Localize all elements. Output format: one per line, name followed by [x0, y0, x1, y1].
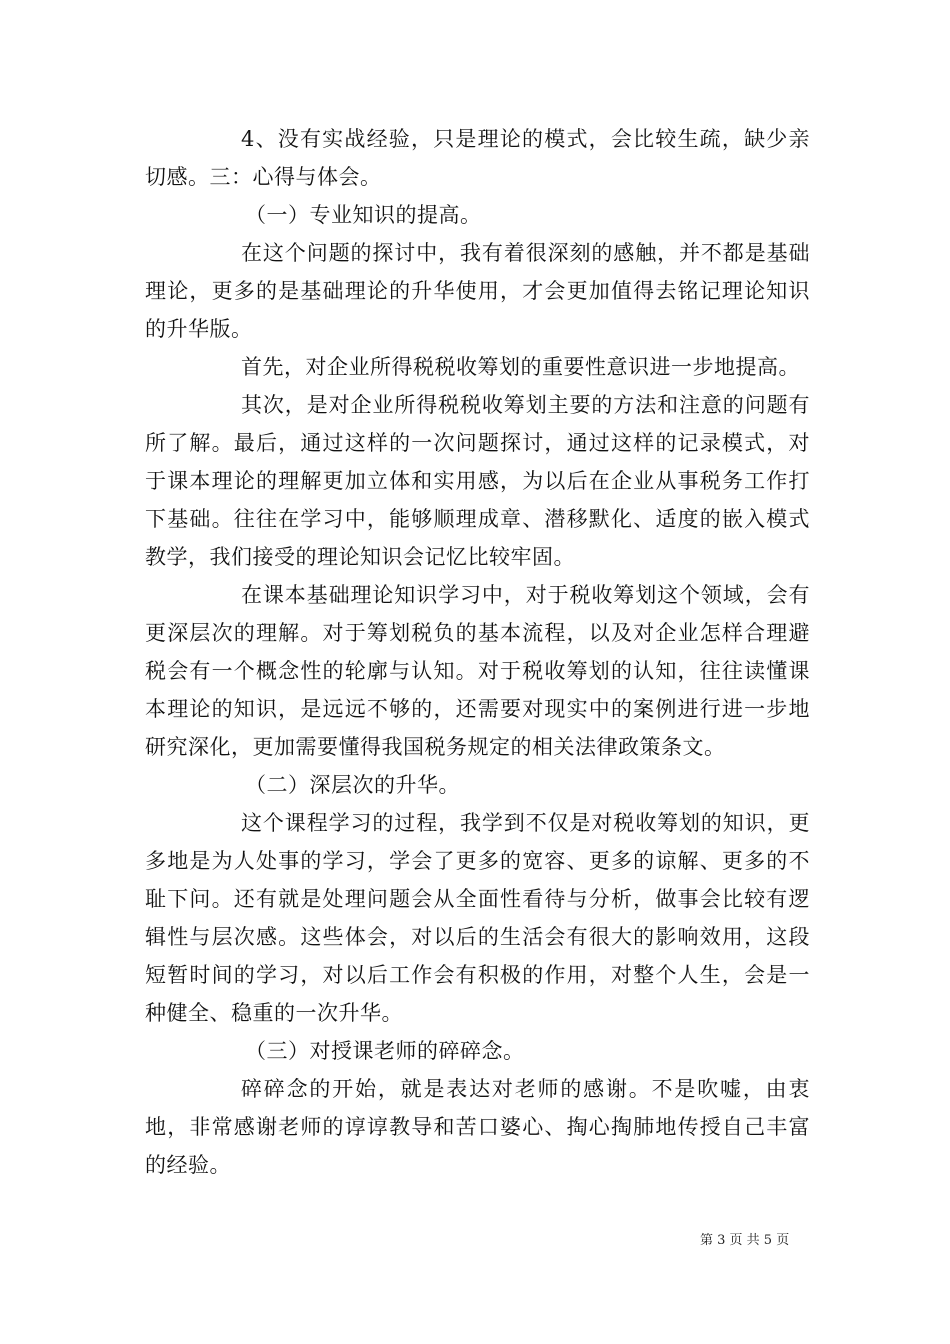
section-heading: （三）对授课老师的碎碎念。 — [245, 1039, 525, 1063]
document-body — [145, 120, 810, 1184]
paragraph: 在这个问题的探讨中，我有着很深刻的感触，并不都是基础理论，更多的是基础理论的升华使用，才会更加值得去铭记理论知识的升华版。 — [145, 241, 810, 341]
section-heading: （一）专业知识的提高。 — [245, 203, 482, 227]
page-number-footer: 第 3 页 共 5 页 — [700, 1233, 790, 1248]
section-heading: （二）深层次的升华。 — [245, 773, 460, 797]
paragraph: 其次，是对企业所得税税收筹划主要的方法和注意的问题有所了解。最后，通过这样的一次问题探讨，通过这样的记录模式，对于课本理论的理解更加立体和实用感，为以后在企业从事税务工作打下基础。往往在学习中，能够顺理成章、潜移默化、适度的嵌入模式教学，我们接受的理论知识会记忆比较牢固。 — [145, 393, 810, 569]
paragraph: 在课本基础理论知识学习中，对于税收筹划这个领域，会有更深层次的理解。对于筹划税负的基本流程，以及对企业怎样合理避税会有一个概念性的轮廓与认知。对于税收筹划的认知，往往读懂课本理论的知识，是远远不够的，还需要对现实中的案例进行进一步地研究深化，更加需要懂得我国税务规定的相关法律政策条文。 — [145, 583, 810, 759]
paragraph: 碎碎念的开始，就是表达对老师的感谢。不是吹嘘，由衷地，非常感谢老师的谆谆教导和苦口婆心、掏心掏肺地传授自己丰富的经验。 — [145, 1077, 810, 1177]
paragraph: 4、没有实战经验，只是理论的模式，会比较生疏，缺少亲切感。三：心得与体会。 — [145, 127, 810, 189]
paragraph: 这个课程学习的过程，我学到不仅是对税收筹划的知识，更多地是为人处事的学习，学会了更多的宽容、更多的谅解、更多的不耻下问。还有就是处理问题会从全面性看待与分析，做事会比较有逻辑性与层次感。这些体会，对以后的生活会有很大的影响效用，这段短暂时间的学习，对以后工作会有积极的作用，对整个人生，会是一种健全、稳重的一次升华。 — [145, 811, 810, 1025]
paragraph: 首先，对企业所得税税收筹划的重要性意识进一步地提高。 — [241, 355, 800, 379]
